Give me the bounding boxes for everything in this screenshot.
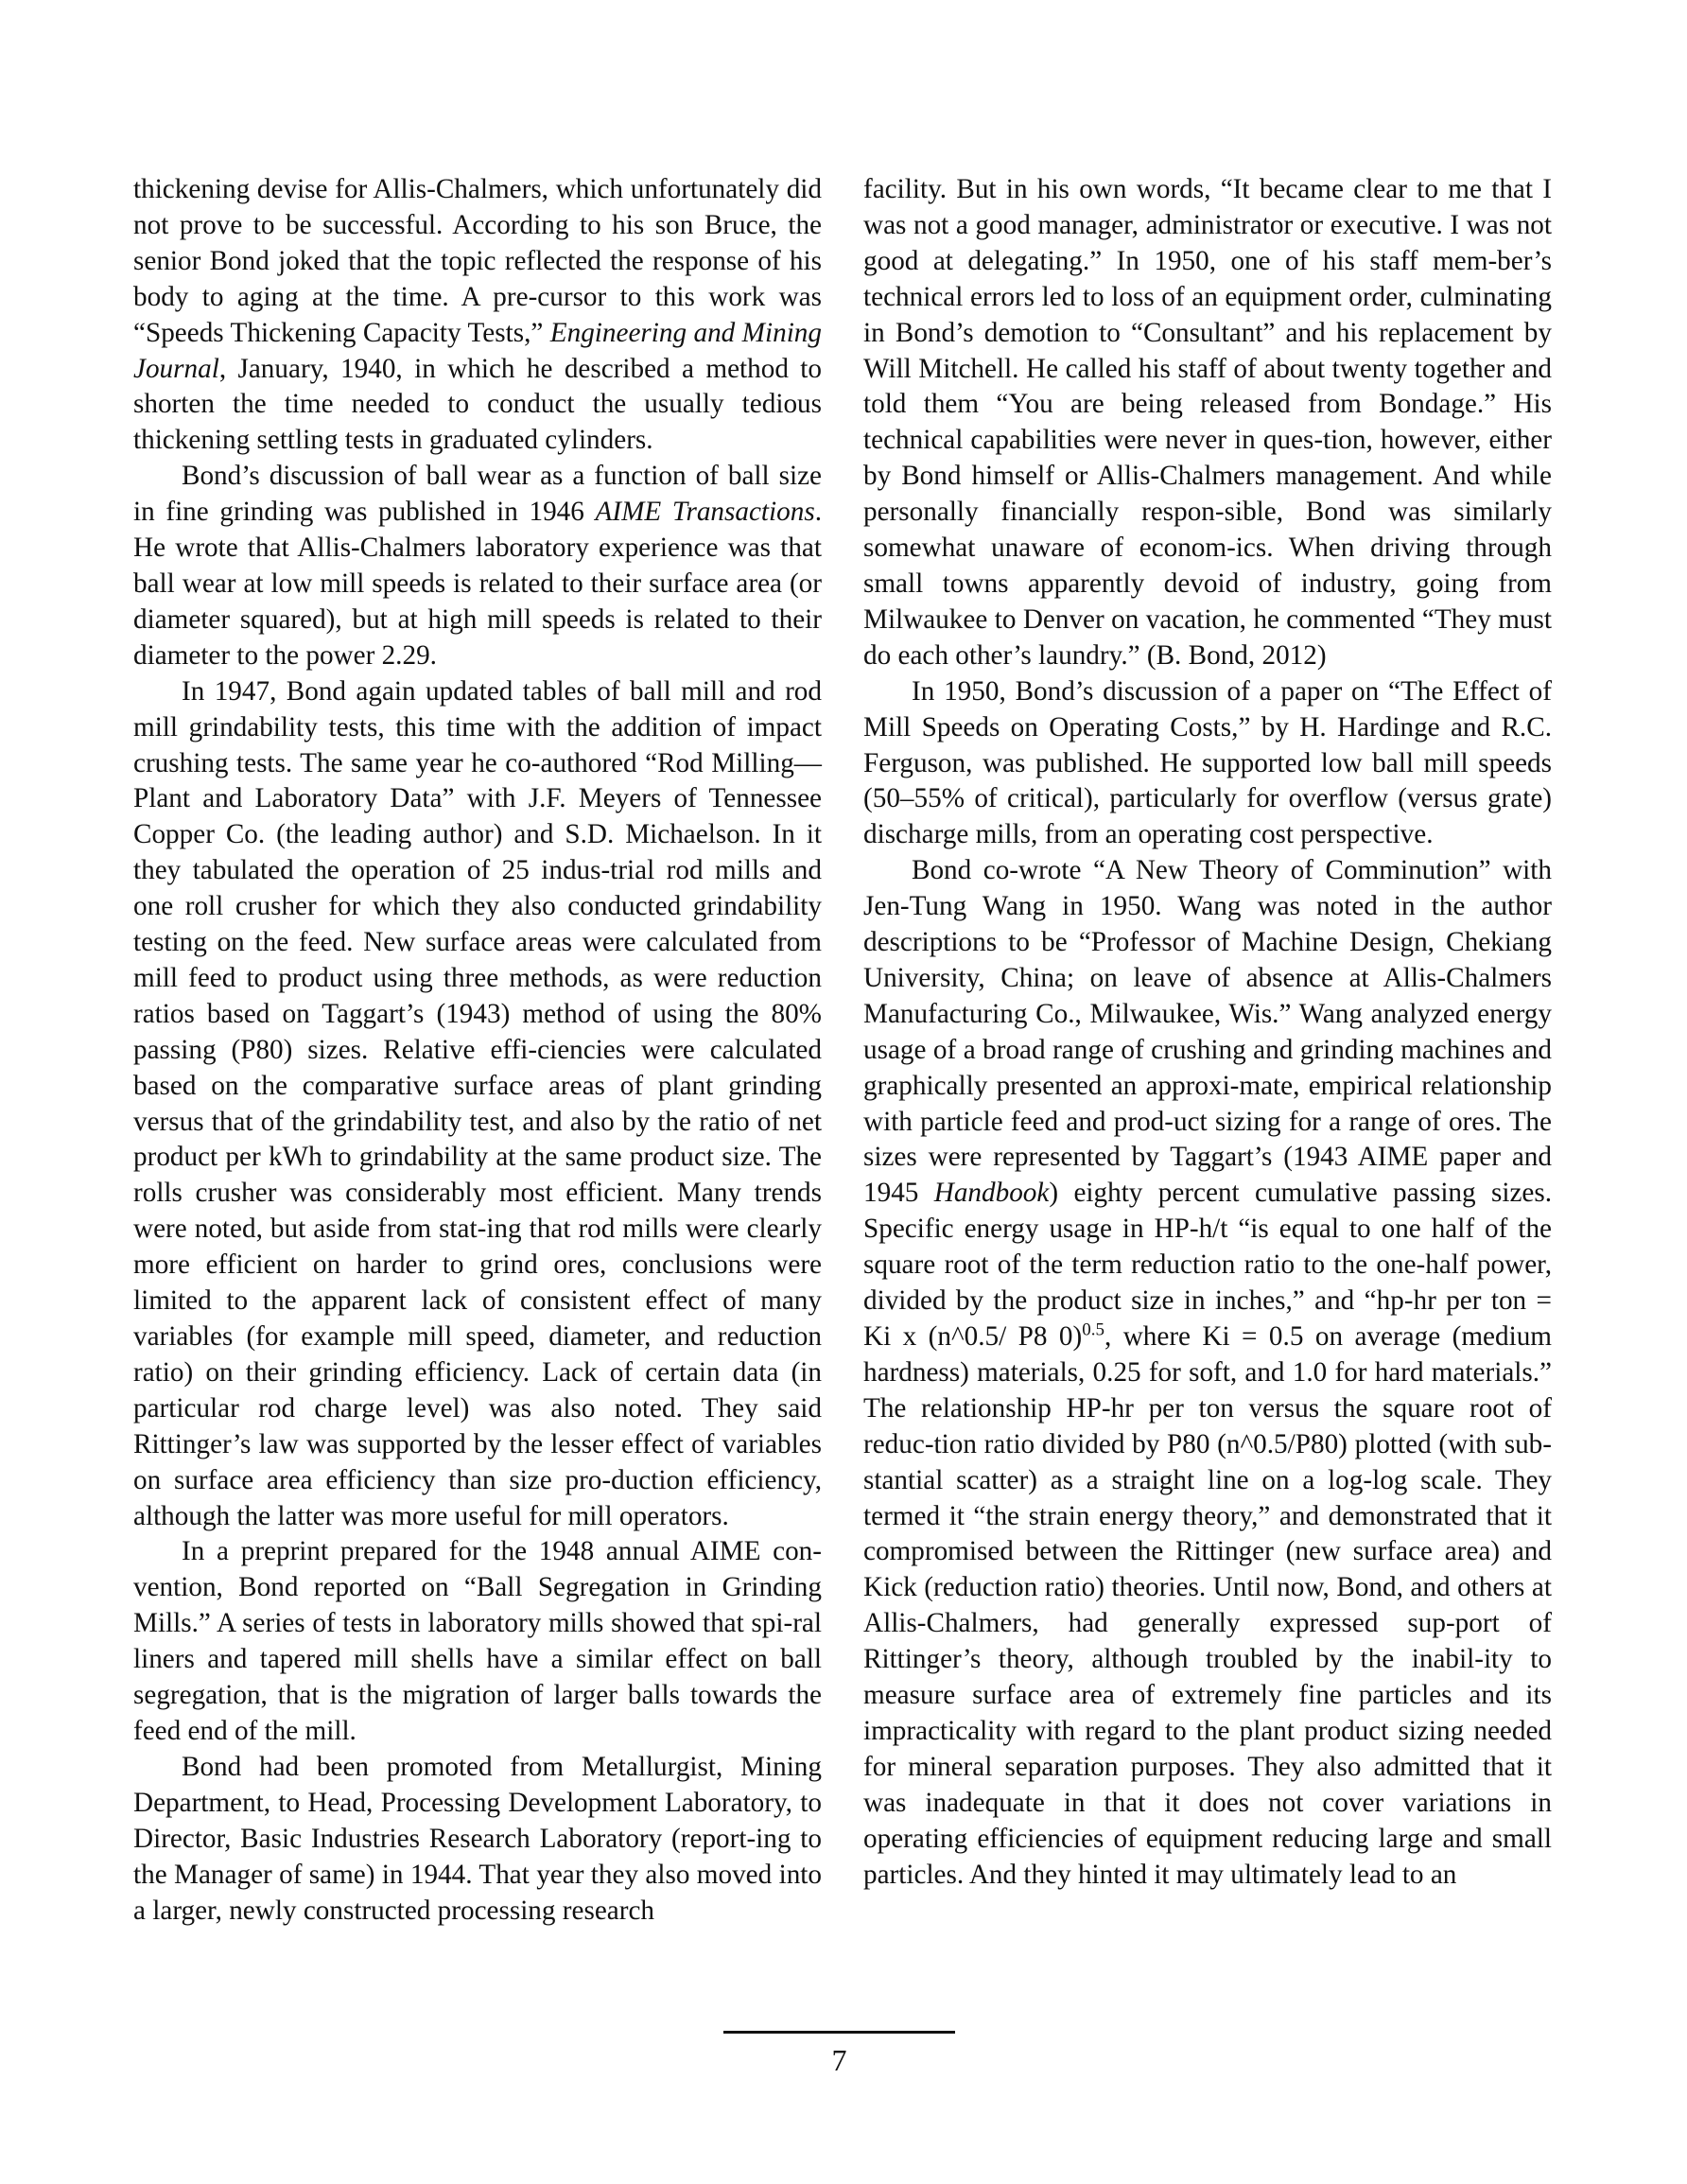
paragraph: Bond had been promoted from Metallurgist, Mining Department, to Head, Processing Development Laboratory, to Director, Basic Industries Research Laboratory (report-ing to the Manager of same) in 1944. That year they also moved into a larger, newly constructed processing research xyxy=(133,1751,822,1926)
journal-title: Engineering and Mining Journal xyxy=(133,317,822,384)
paragraph: In 1947, Bond again updated tables of ball mill and rod mill grindability tests, this time with the addition of impact crushing tests. The same year he co-authored “Rod Milling—Plant and Laboratory Data” with J.F. Meyers of Tennessee Copper Co. (the leading author) and S.D. Michaelson. In it they tabulated the operation of 25 indus-trial rod mills and one roll crusher for which they also conducted grindability testing on the feed. New surface areas were calculated from mill feed to product using three methods, as were reduction ratios based on Taggart’s (1943) method of using the 80% passing (P80) sizes. Relative effi-ciencies were calculated based on the comparative surface areas of plant grinding versus that of the grindability test, and also by the ratio of net product per kWh to grindability at the same product size. The rolls crusher was considerably most efficient. Many trends were noted, but aside from stat-ing that rod mills were clearly more efficient on harder to grind ores, conclusions were limited to the apparent lack of consistent effect of many variables (for example mill speed, diameter, and reduction ratio) on their grinding efficiency. Lack of certain data (in particular rod charge level) was also noted. They said Rittinger’s law was supported by the lesser effect of variables on surface area efficiency than size pro-duction efficiency, although the latter was more useful for mill operators. xyxy=(133,675,822,1531)
paragraph: In 1950, Bond’s discussion of a paper on “The Effect of Mill Speeds on Operating Costs,” by H. Hardinge and R.C. Ferguson, was published. He supported low ball mill speeds (50–55% of critical), particularly for overflow (versus grate) discharge mills, from an operating cost perspective. xyxy=(863,675,1552,850)
paragraph: Bond’s discussion of ball wear as a function of ball size in fine grinding was published in 1946 AIME Transactions. He wrote that Allis-Chalmers laboratory experience was that ball wear at low mill speeds is related to their surface area (or diameter squared), but at high mill speeds is related to their diameter to the power 2.29. xyxy=(133,461,822,671)
paragraph: In a preprint prepared for the 1948 annual AIME con-vention, Bond reported on “Ball Segregation in Grinding Mills.” A series of tests in laboratory mills showed that spi-ral liners and tapered mill shells have a similar effect on ball segregation, that is the migration of larger balls towards the feed end of the mill. xyxy=(133,1536,822,1746)
left-column xyxy=(133,172,822,1929)
journal-title: AIME Transactions xyxy=(595,497,815,528)
exponent: 0.5 xyxy=(1082,1319,1104,1340)
paragraph: Bond co-wrote “A New Theory of Comminution” with Jen-Tung Wang in 1950. Wang was noted in the author descriptions to be “Professor of Machine Design, Chekiang University, China; on leave of absence at Allis-Chalmers Manufacturing Co., Milwaukee, Wis.” Wang analyzed energy usage of a broad range of crushing and grinding machines and graphically presented an approxi-mate, empirical relationship with particle feed and prod-uct sizing for a range of ores. The sizes were represented by Taggart’s (1943 AIME paper and 1945 Handbook) eighty percent cumulative passing sizes. Specific energy usage in HP-h/t “is equal to one half of the square root of the term reduction ratio to the one-half power, divided by the product size in inches,” and “hp-hr per ton = Ki x (n^0.5/ P8 0)$^{0.5}$, where Ki = 0.5 on average (medium hardness) materials, 0.25 for soft, and 1.0 for hard materials.” The relationship HP-hr per ton versus the square root of reduc-tion ratio divided by P80 (n^0.5/P80) plotted (with sub-stantial scatter) as a straight line on a log-log scale. They termed it “the strain energy theory,” and demonstrated that it compromised between the Rittinger (new surface area) and Kick (reduction ratio) theories. Until now, Bond, and others at Allis-Chalmers, had generally expressed sup-port of Rittinger’s theory, although troubled by the inabil-ity to measure surface area of extremely fine particles and its impracticality with regard to the plant product sizing needed for mineral separation purposes. They also admitted that it was inadequate in that it does not cover variations in operating efficiencies of equipment reducing large and small particles. And they hinted it may ultimately lead to an xyxy=(863,855,1553,1890)
paragraph: thickening devise for Allis-Chalmers, which unfortunately did not prove to be successful. According to his son Bruce, the senior Bond joked that the topic reflected the response of his body to aging at the time. A pre-cursor to this work was “Speeds Thickening Capacity Tests,” Engineering and Mining Journal, January, 1940, in which he described a method to shorten the time needed to conduct the usually tedious thickening settling tests in graduated cylinders. xyxy=(133,174,822,456)
book-title: Handbook xyxy=(933,1178,1050,1209)
page-number: 7 xyxy=(831,2043,847,2077)
paragraph: facility. But in his own words, “It became clear to me that I was not a good manager, administrator or executive. I was not good at delegating.” In 1950, one of his staff mem-ber’s technical errors led to loss of an equipment order, culminating in Bond’s demotion to “Consultant” and his replacement by Will Mitchell. He called his staff of about twenty together and told them “You are being released from Bondage.” His technical capabilities were never in ques-tion, however, either by Bond himself or Allis-Chalmers management. And while personally financially respon-sible, Bond was similarly somewhat unaware of econom-ics. When driving through small towns apparently devoid of industry, going from Milwaukee to Denver on vacation, he commented “They must do each other’s laundry.” (B. Bond, 2012) xyxy=(863,174,1552,671)
right-column xyxy=(863,172,1552,1894)
footer-rule xyxy=(723,2031,955,2034)
